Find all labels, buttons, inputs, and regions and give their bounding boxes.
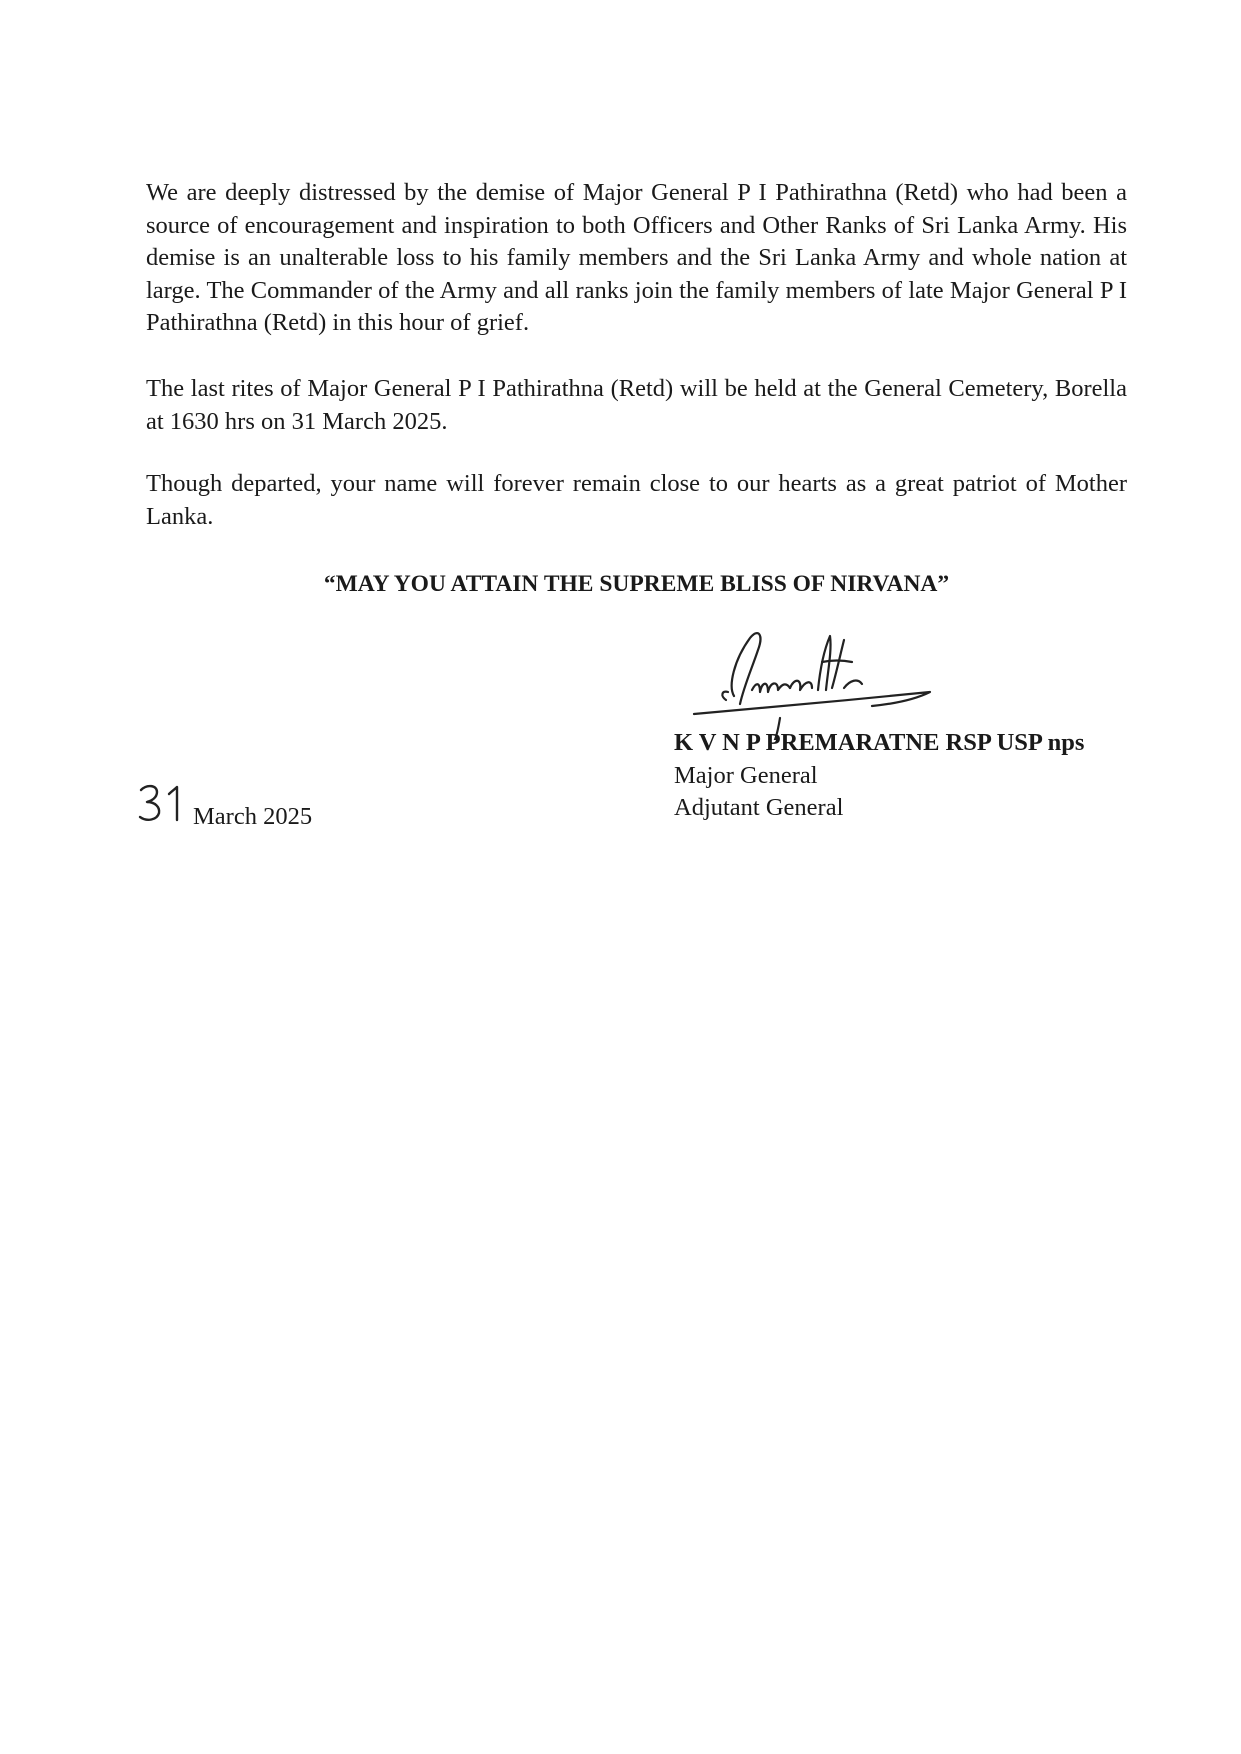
signatory-appointment: Adjutant General [674, 794, 844, 821]
letter-date [137, 782, 312, 832]
date-month-year: March 2025 [193, 803, 313, 830]
handwritten-day [137, 782, 185, 824]
signatory-name: K V N P PREMARATNE RSP USP nps [674, 729, 1085, 756]
funeral-details-paragraph: The last rites of Major General P I Pathirathna (Retd) will be held at the General Cemetery, Borella at 1630 hrs on 31 March 2025. [146, 375, 1127, 435]
condolence-paragraph: We are deeply distressed by the demise of Major General P I Pathirathna (Retd) who had been a source of encouragement and inspiration to both Officers and Other Ranks of Sri Lanka Army. His demise is an unalterable loss to his family members and the Sri Lanka Army and whole nation at large. The Commander of the Army and all ranks join the family members of late Major General P I Pathirathna (Retd) in this hour of grief. [146, 179, 1127, 337]
handwritten-signature [682, 630, 952, 740]
blessing-heading: “MAY YOU ATTAIN THE SUPREME BLISS OF NIRVANA” [323, 571, 950, 597]
signature-block [674, 727, 1134, 825]
signatory-rank: Major General [674, 761, 818, 789]
tribute-paragraph: Though departed, your name will forever remain close to our hearts as a great patriot of Mother Lanka. [146, 470, 1127, 530]
